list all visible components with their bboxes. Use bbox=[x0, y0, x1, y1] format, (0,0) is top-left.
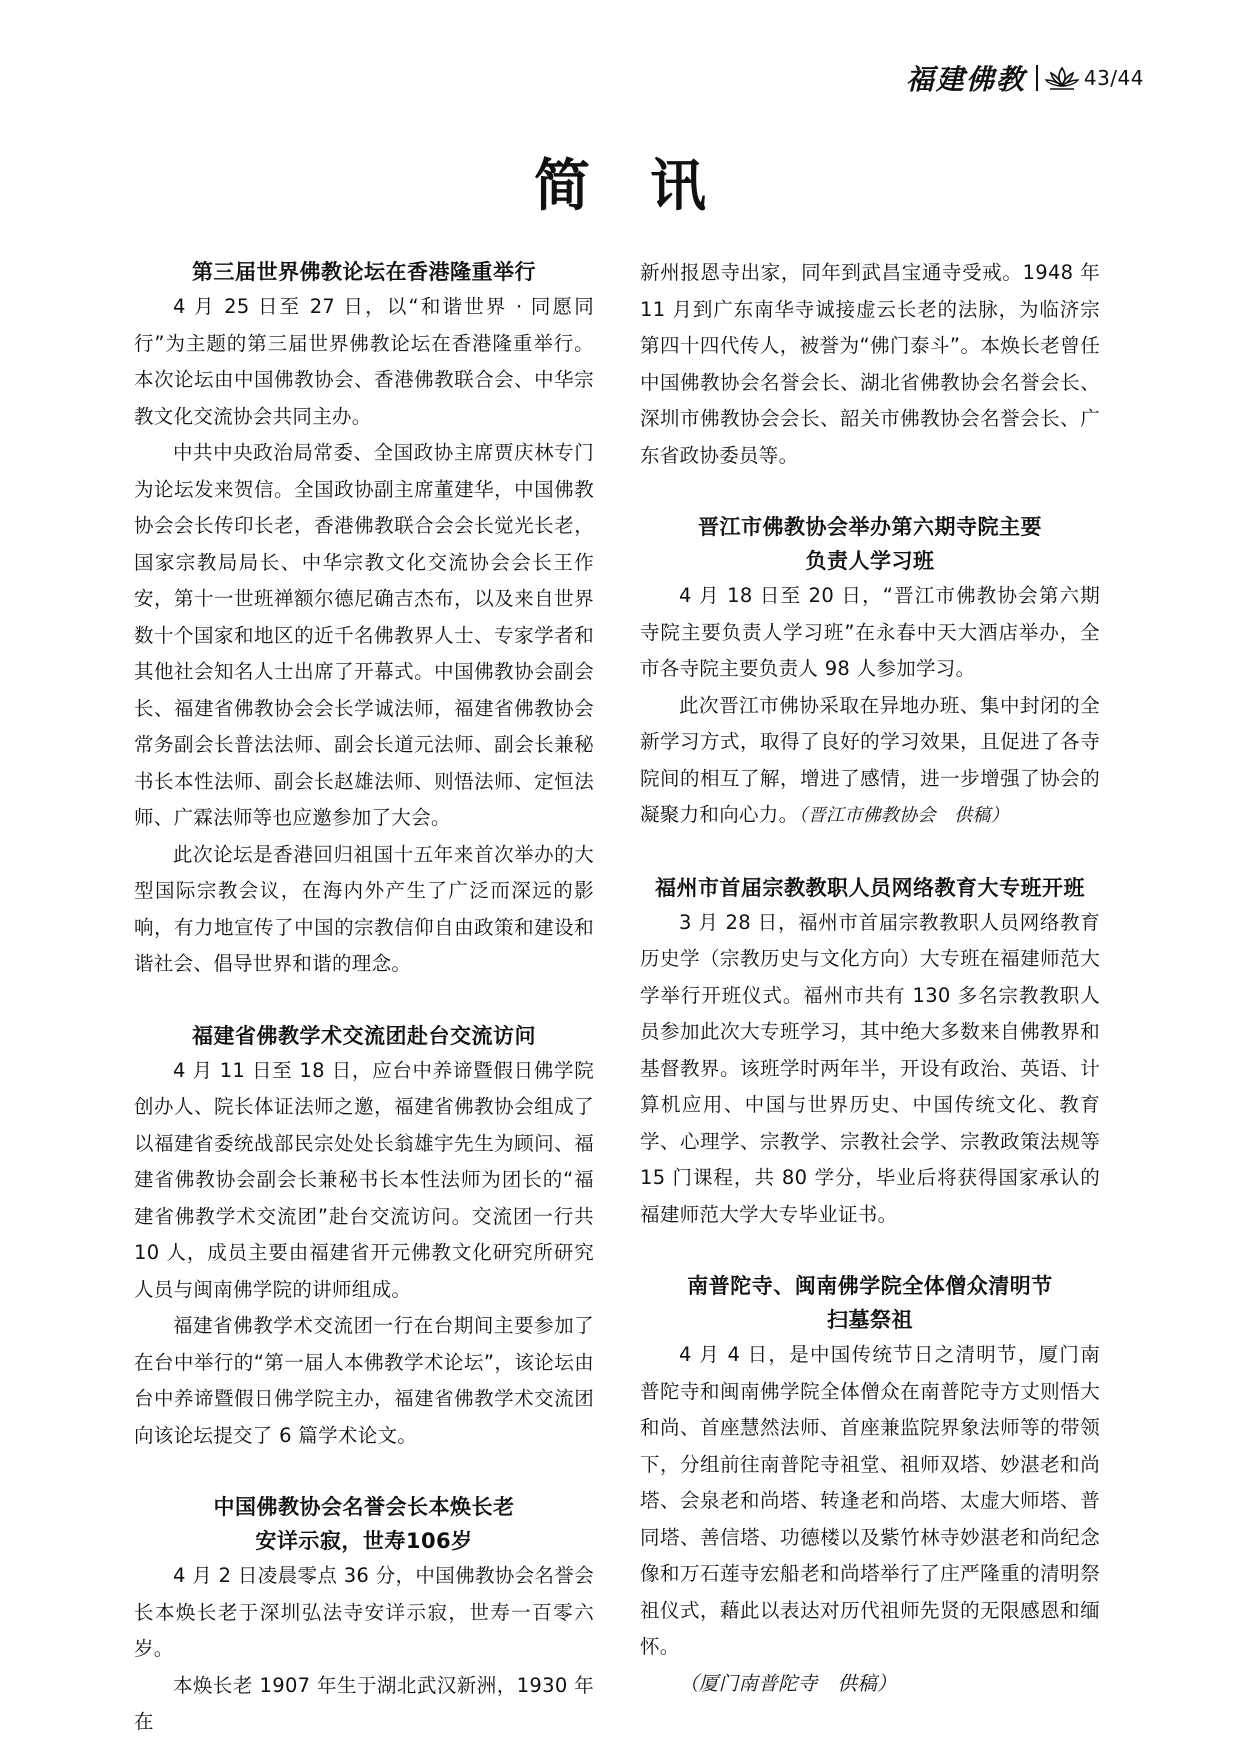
credit: （厦门南普陀寺 供稿） bbox=[679, 1671, 897, 1695]
page-title: 简讯 bbox=[534, 153, 766, 219]
article-title-line: 晋江市佛教协会举办第六期寺院主要 bbox=[698, 515, 1042, 539]
credit: （晋江市佛教协会 供稿） bbox=[798, 805, 1010, 826]
paragraph-text: 此次晋江市佛协采取在异地办班、集中封闭的全新学习方式，取得了良好的学习效果，且促进了各寺院间的相互了解，增进了感情，进一步增强了协会的凝聚力和向心力。 bbox=[640, 693, 1100, 826]
paragraph: 本焕长老 1907 年生于湖北武汉新洲，1930 年在 bbox=[134, 1673, 594, 1733]
article-title-line: 负责人学习班 bbox=[805, 549, 935, 573]
paragraph bbox=[640, 688, 1100, 835]
article-title bbox=[640, 871, 1100, 905]
article-title-line: 扫墓祭祖 bbox=[827, 1308, 913, 1332]
article-title bbox=[134, 1490, 594, 1558]
spacer bbox=[640, 835, 1100, 871]
left-column bbox=[134, 255, 594, 1741]
paragraph-continuation: 新州报恩寺出家，同年到武昌宝通寺受戒。1948 年 11 月到广东南华寺诚接虚云长老的法脉，为临济宗第四十四代传人，被誉为“佛门泰斗”。本焕长老曾任中国佛教协会名誉会长、湖北省佛教协会名誉会长、深圳市佛教协会会长、韶关市佛教协会名誉会长、广东省政协委员等。 bbox=[640, 261, 1100, 467]
article-title-line: 第三届世界佛教论坛在香港隆重举行 bbox=[192, 260, 536, 284]
right-column bbox=[640, 255, 1100, 1702]
lotus-icon bbox=[1044, 65, 1080, 91]
paragraph: 4 月 11 日至 18 日，应台中养谛暨假日佛学院创办人、院长体证法师之邀，福建省佛教协会组成了以福建省委统战部民宗处处长翁雄宇先生为顾问、福建省佛教协会副会长兼秘书长本性法师为团长的“福建省佛教学术交流团”赴台交流访问。交流团一行共 10 人，成员主要由福建省开元佛教文化研究所研究人员与闽南佛学院的讲师组成。 bbox=[134, 1058, 594, 1301]
paragraph: 4 月 25 日至 27 日，以“和谐世界 · 同愿同行”为主题的第三届世界佛教论坛在香港隆重举行。本次论坛由中国佛教协会、香港佛教联合会、中华宗教文化交流协会共同主办。 bbox=[134, 295, 594, 428]
spacer bbox=[640, 1233, 1100, 1269]
article-title-line: 福建省佛教学术交流团赴台交流访问 bbox=[192, 1023, 536, 1048]
spacer bbox=[134, 983, 594, 1019]
article-title-line: 福州市首届宗教教职人员网络教育大专班开班 bbox=[655, 875, 1085, 900]
paragraph: 3 月 28 日，福州市首届宗教教职人员网络教育历史学（宗教历史与文化方向）大专班在福建师范大学举行开班仪式。福州市共有 130 多名宗教教职人员参加此次大专班学习，其中绝大多数来自佛教界和基督教界。该班学时两年半，开设有政治、英语、计算机应用、中国与世界历史、中国传统文化、教育学、心理学、宗教学、宗教社会学、宗教政策法规等 15 门课程，共 80 学分，毕业后将获得国家承认的福建师范大学大专毕业证书。 bbox=[640, 910, 1100, 1226]
paragraph: 此次论坛是香港回归祖国十五年来首次举办的大型国际宗教会议，在海内外产生了广泛而深远的影响，有力地宣传了中国的宗教信仰自由政策和建设和谐社会、倡导世界和谐的理念。 bbox=[134, 842, 594, 975]
article-title-line: 南普陀寺、闽南佛学院全体僧众清明节 bbox=[687, 1274, 1053, 1298]
magazine-title: 福建佛教 bbox=[905, 63, 1026, 96]
paragraph: 4 月 18 日至 20 日，“晋江市佛教协会第六期寺院主要负责人学习班”在永春中天大酒店举办，全市各寺院主要负责人 98 人参加学习。 bbox=[640, 584, 1100, 680]
article-title-line: 中国佛教协会名誉会长本焕长老 bbox=[213, 1495, 515, 1519]
article-title bbox=[134, 255, 594, 289]
paragraph: 4 月 2 日凌晨零点 36 分，中国佛教协会名誉会长本焕长老于深圳弘法寺安详示寂，世寿一百零六岁。 bbox=[134, 1564, 594, 1660]
article-title-line: 安详示寂，世寿106岁 bbox=[255, 1529, 473, 1553]
paragraph: 福建省佛教学术交流团一行在台期间主要参加了在台中举行的“第一届人本佛教学术论坛”，该论坛由台中养谛暨假日佛学院主办，福建省佛教学术交流团向该论坛提交了 6 篇学术论文。 bbox=[134, 1314, 594, 1447]
masthead bbox=[906, 58, 1144, 98]
article-title bbox=[640, 510, 1100, 578]
masthead-divider bbox=[1036, 65, 1038, 91]
spacer bbox=[640, 474, 1100, 510]
paragraph: 中共中央政治局常委、全国政协主席贾庆林专门为论坛发来贺信。全国政协副主席董建华，中国佛教协会会长传印长老，香港佛教联合会会长觉光长老，国家宗教局局长、中华宗教文化交流协会会长王作安，第十一世班禅额尔德尼确吉杰布，以及来自世界数十个国家和地区的近千名佛教界人士、专家学者和其他社会知名人士出席了开幕式。中国佛教协会副会长、福建省佛教协会会长学诚法师，福建省佛教协会常务副会长普法法师、副会长道元法师、副会长兼秘书长本性法师、副会长赵雄法师、则悟法师、定恒法师、广霖法师等也应邀参加了大会。 bbox=[134, 441, 594, 829]
page-number: 43/44 bbox=[1083, 66, 1144, 90]
spacer bbox=[134, 1454, 594, 1490]
article-title bbox=[134, 1019, 594, 1053]
paragraph: 4 月 4 日，是中国传统节日之清明节，厦门南普陀寺和闽南佛学院全体僧众在南普陀寺方丈则悟大和尚、首座慧然法师、首座兼监院界象法师等的带领下，分组前往南普陀寺祖堂、祖师双塔、妙湛老和尚塔、会泉老和尚塔、转逢老和尚塔、太虚大师塔、普同塔、善信塔、功德楼以及紫竹林寺妙湛老和尚纪念像和万石莲寺宏船老和尚塔举行了庄严隆重的清明祭祖仪式，藉此以表达对历代祖师先贤的无限感恩和缅怀。 bbox=[640, 1343, 1100, 1658]
article-title bbox=[640, 1269, 1100, 1337]
